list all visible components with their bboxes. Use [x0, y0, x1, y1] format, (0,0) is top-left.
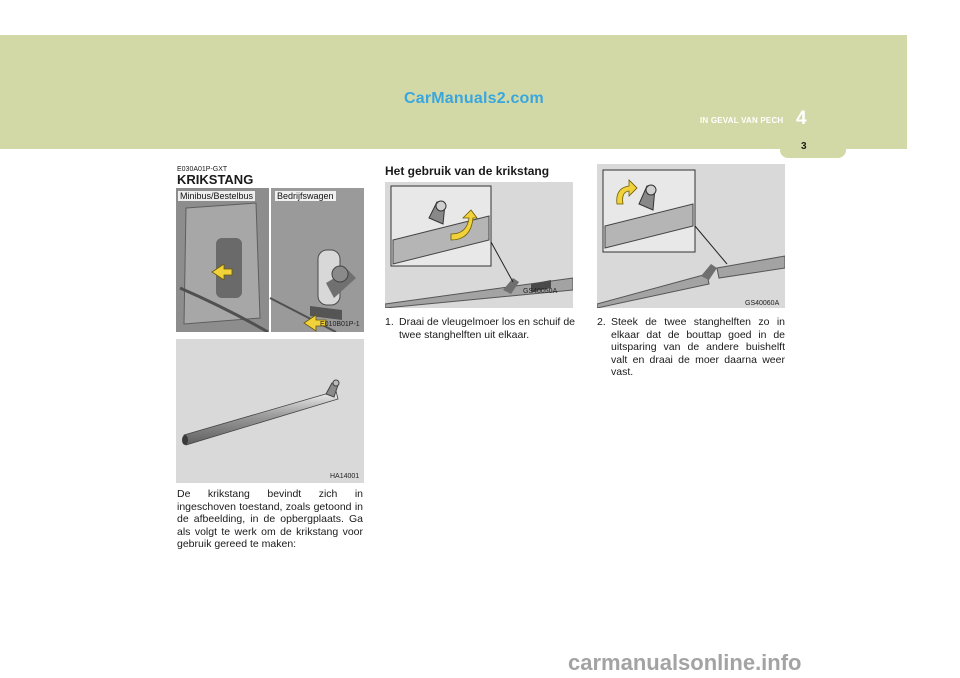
page-number: 3 [801, 141, 807, 152]
intro-paragraph: De krikstang bevindt zich in ingeschoven toestand, zoals getoond in de afbeelding, in de opbergplaats. Ga als volgt te werk om de krikstang voor gebruik gereed te maken: [177, 488, 363, 550]
step-2 [597, 316, 785, 379]
step1-figure [385, 182, 573, 308]
step2-figure [597, 164, 785, 308]
step-number: 1. [385, 316, 394, 328]
site-watermark[interactable]: CarManuals2.com [404, 90, 544, 107]
figure-caption-bedrijfswagen: Bedrijfswagen [277, 191, 334, 201]
jack-rod-figure [176, 339, 364, 483]
step-text: Draai de vleugelmoer los en schuif de twee stanghelften uit elkaar. [399, 316, 575, 341]
figure-code: HA14001 [330, 473, 360, 480]
jack-location-figure [176, 188, 364, 332]
chapter-title: IN GEVAL VAN PECH [700, 116, 784, 125]
jack-rod-illustration [176, 339, 364, 483]
step-text: Steek de twee stanghelften zo in elkaar dat de bouttap goed in de uitsparing van de andere buishelft valt en draai de moer daarna weer vast. [611, 316, 785, 378]
chapter-number: 4 [796, 108, 807, 129]
figure-code: GS40050A [523, 288, 558, 295]
step2-illustration [597, 164, 785, 308]
figure-caption-minibus: Minibus/Bestelbus [180, 191, 254, 201]
jack-location-illustration [176, 188, 364, 332]
usage-heading: Het gebruik van de krikstang [385, 164, 550, 178]
section-title: KRIKSTANG [177, 172, 254, 187]
figure-code: E010B01P-1 [320, 321, 360, 328]
section-code: E030A01P-GXT [177, 166, 228, 173]
step-number: 2. [597, 316, 606, 328]
page-number-tab [780, 136, 846, 158]
step-1 [385, 316, 575, 341]
figure-code: GS40060A [745, 300, 780, 307]
footer-watermark[interactable]: carmanualsonline.info [568, 650, 802, 675]
